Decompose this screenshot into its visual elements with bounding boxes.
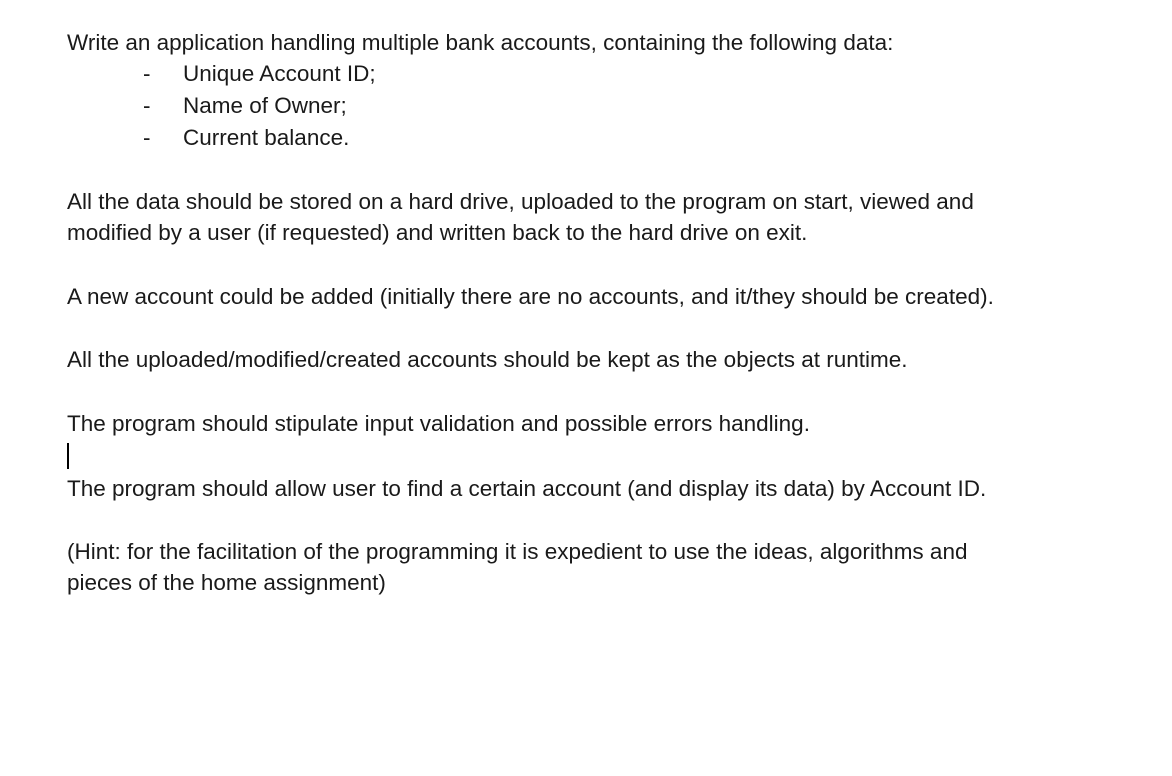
runtime-paragraph: All the uploaded/modified/created accounts should be kept as the objects at runtime. (67, 347, 908, 372)
list-item-text: Name of Owner; (183, 93, 347, 118)
text-cursor[interactable] (67, 443, 69, 469)
list-item-text: Current balance. (183, 125, 350, 150)
list-item-text: Unique Account ID; (183, 61, 376, 86)
find-account-paragraph: The program should allow user to find a certain account (and display its data) by Account ID. (67, 476, 987, 501)
hint-line-2: pieces of the home assignment) (67, 570, 386, 595)
intro-paragraph: Write an application handling multiple bank accounts, containing the following data: (67, 30, 894, 55)
storage-paragraph (67, 186, 974, 248)
validation-paragraph: The program should stipulate input validation and possible errors handling. (67, 411, 810, 436)
bullet-dash: - (143, 93, 151, 118)
bullet-dash: - (143, 125, 151, 150)
new-account-paragraph: A new account could be added (initially there are no accounts, and it/they should be created). (67, 284, 994, 309)
storage-line-1: All the data should be stored on a hard drive, uploaded to the program on start, viewed and (67, 189, 974, 214)
bullet-dash: - (143, 61, 151, 86)
hint-paragraph (67, 536, 967, 598)
storage-line-2: modified by a user (if requested) and written back to the hard drive on exit. (67, 220, 808, 245)
hint-line-1: (Hint: for the facilitation of the programming it is expedient to use the ideas, algorithms and (67, 539, 968, 564)
